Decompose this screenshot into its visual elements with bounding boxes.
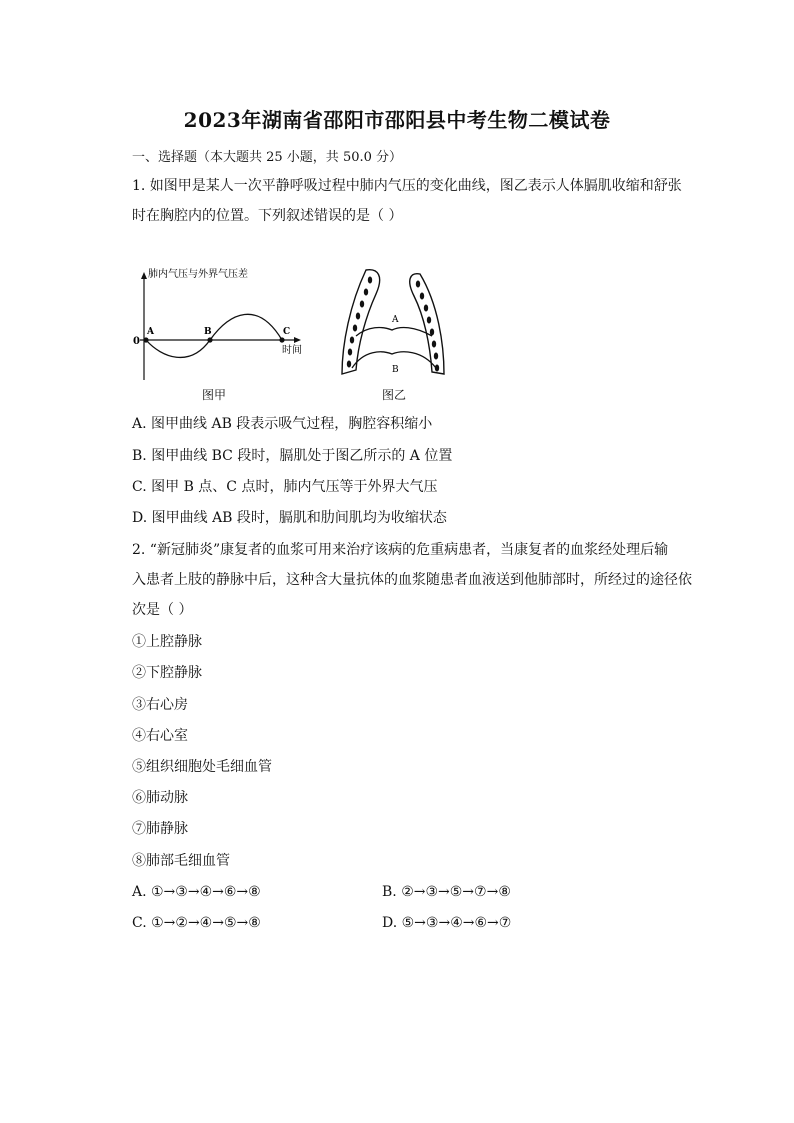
caption-yi: 图乙 xyxy=(382,388,407,402)
question-2-choice-b[interactable]: B. ②→③→⑤→⑦→⑧ xyxy=(382,884,511,900)
jia-point-c xyxy=(279,337,284,342)
question-2-choice-d[interactable]: D. ⑤→③→④→⑥→⑦ xyxy=(382,915,512,931)
yi-diaphragm-a xyxy=(356,328,432,336)
question-1-stem-line-2: 时在胸腔内的位置。下列叙述错误的是（ ） xyxy=(132,208,403,224)
question-2-stem-line-1: 2. “新冠肺炎”康复者的血浆可用来治疗该病的危重病患者，当康复者的血浆经处理后输 xyxy=(132,542,669,558)
question-2-choice-a[interactable]: A. ①→③→④→⑥→⑧ xyxy=(132,884,261,900)
question-2-item-1: ①上腔静脉 xyxy=(132,634,202,650)
jia-y-arrow xyxy=(141,272,147,279)
question-2-stem-line-2: 入患者上肢的静脉中后，这种含大量抗体的血浆随患者血液送到他肺部时，所经过的途径依 xyxy=(132,572,692,588)
jia-label-a: A xyxy=(147,327,154,337)
caption-jia: 图甲 xyxy=(202,388,227,402)
jia-origin-label: 0 xyxy=(133,336,140,347)
question-1-option-a[interactable]: A. 图甲曲线 AB 段表示吸气过程，胸腔容积缩小 xyxy=(132,416,433,432)
question-2-choice-c[interactable]: C. ①→②→④→⑤→⑧ xyxy=(132,915,261,931)
jia-label-c: C xyxy=(283,327,291,337)
yi-label-a: A xyxy=(392,315,399,325)
jia-x-label: 时间 xyxy=(282,345,302,356)
question-2-stem-line-3: 次是（ ） xyxy=(132,602,193,618)
question-2-item-7: ⑦肺静脉 xyxy=(132,821,188,837)
question-2-item-8: ⑧肺部毛细血管 xyxy=(132,853,230,869)
question-1-option-c[interactable]: C. 图甲 B 点、C 点时，肺内气压等于外界大气压 xyxy=(132,479,438,495)
jia-y-label: 肺内气压与外界气压差 xyxy=(148,269,248,280)
jia-pressure-curve xyxy=(146,314,282,357)
jia-point-a xyxy=(143,337,148,342)
jia-label-b: B xyxy=(204,327,212,337)
yi-label-b: B xyxy=(392,365,399,375)
question-2-item-6: ⑥肺动脉 xyxy=(132,790,188,806)
question-1-stem-line-1: 1. 如图甲是某人一次平静呼吸过程中肺内气压的变化曲线，图乙表示人体膈肌收缩和舒张 xyxy=(132,178,682,194)
question-2-item-5: ⑤组织细胞处毛细血管 xyxy=(132,759,272,775)
question-1-option-d[interactable]: D. 图甲曲线 AB 段时，膈肌和肋间肌均为收缩状态 xyxy=(132,510,447,526)
page-title: 2023年湖南省邵阳市邵阳县中考生物二模试卷 xyxy=(183,108,611,132)
question-1-figure xyxy=(130,264,460,404)
section-heading: 一、选择题（本大题共 25 小题，共 50.0 分） xyxy=(132,150,403,165)
jia-point-b xyxy=(207,337,212,342)
question-2-item-2: ②下腔静脉 xyxy=(132,665,202,681)
question-1-option-b[interactable]: B. 图甲曲线 BC 段时，膈肌处于图乙所示的 A 位置 xyxy=(132,448,453,464)
jia-x-arrow xyxy=(294,337,301,343)
question-2-item-4: ④右心室 xyxy=(132,728,188,744)
figure-svg xyxy=(130,264,460,404)
question-2-item-3: ③右心房 xyxy=(132,697,188,713)
